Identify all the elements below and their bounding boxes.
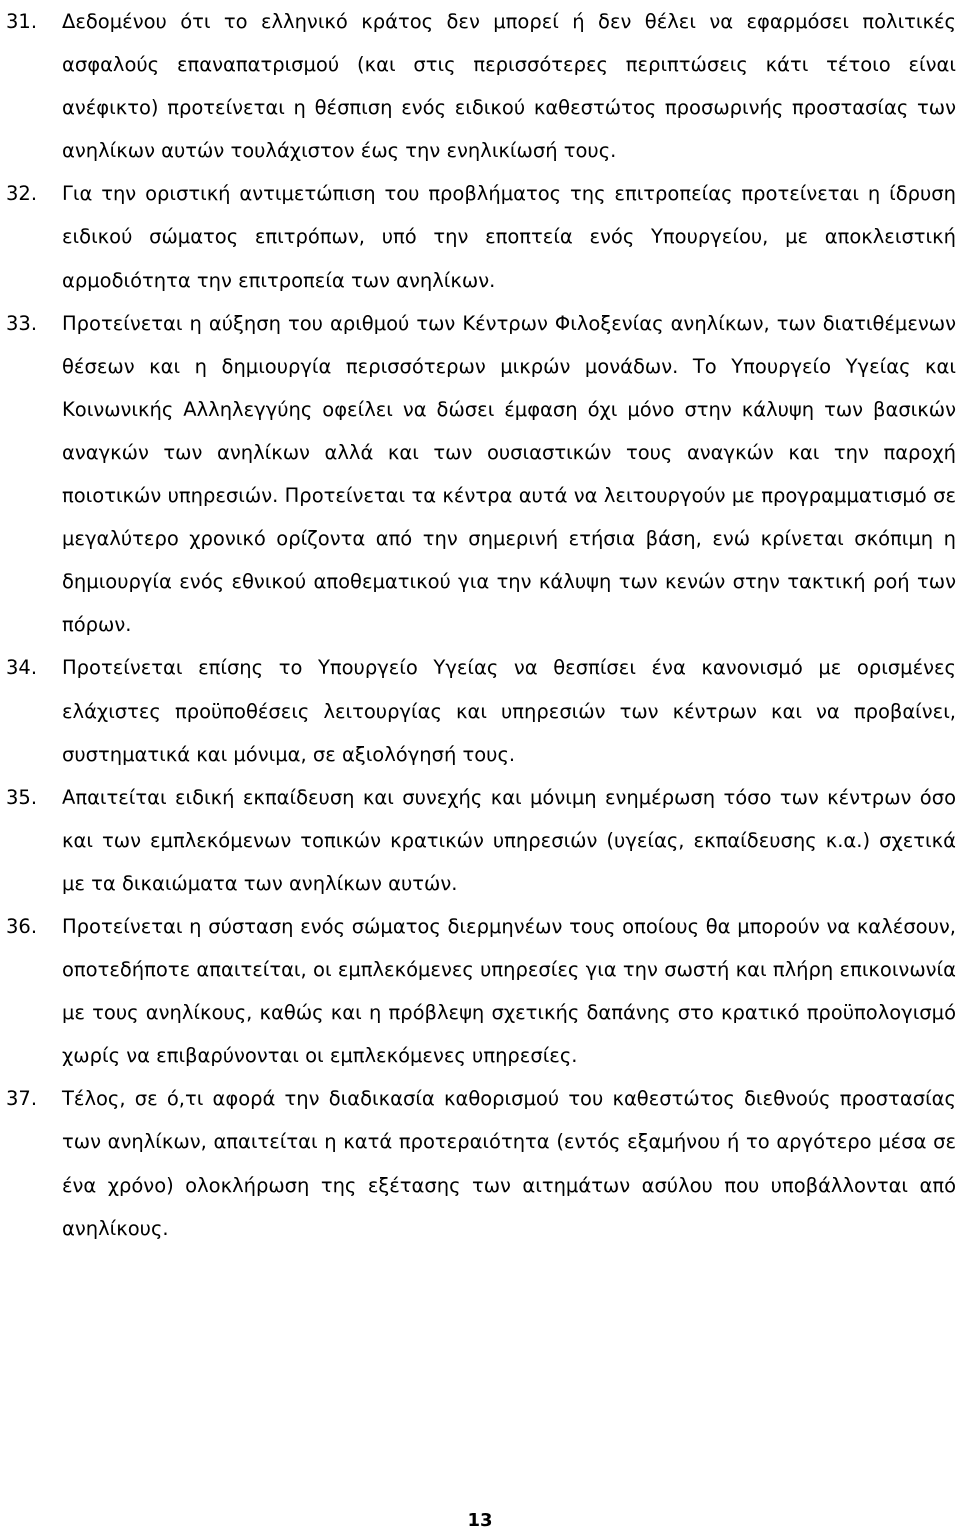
paragraph-number: 32. [6, 182, 38, 206]
paragraph-33 [0, 302, 960, 647]
paragraph-number: 36. [6, 914, 38, 938]
paragraph-number: 33. [6, 311, 38, 335]
paragraph-text: Τέλος, σε ό,τι αφορά την διαδικασία καθορισμού του καθεστώτος διεθνούς προστασίας των ανηλίκων, απαιτείται η κατά προτεραιότητα (εντός εξαμήνου ή το αργότερο μέσα σε ένα χρόνο) ολοκλήρωση της εξέτασης των αιτημάτων ασύλου που υποβάλλονται από ανηλίκους. [62, 1087, 956, 1240]
paragraph-text: Προτείνεται επίσης το Υπουργείο Υγείας να θεσπίσει ένα κανονισμό με ορισμένες ελάχιστες προϋποθέσεις λειτουργίας και υπηρεσιών των κέντρων και να προβαίνει, συστηματικά και μόνιμα, σε αξιολόγησή τους. [62, 656, 956, 766]
paragraph-number: 31. [6, 10, 38, 33]
paragraph-36 [0, 905, 960, 1077]
paragraph-32 [0, 172, 960, 301]
paragraph-37 [0, 1077, 960, 1249]
paragraph-34 [0, 646, 960, 775]
paragraph-text: Δεδομένου ότι το ελληνικό κράτος δεν μπορεί ή δεν θέλει να εφαρμόσει πολιτικές ασφαλούς επαναπατρισμού (και στις περισσότερες περιπτώσεις κάτι τέτοιο είναι ανέφικτο) προτείνεται η θέσπιση ενός ειδικού καθεστώτος προσωρινής προστασίας των ανηλίκων αυτών τουλάχιστον έως την ενηλικίωσή τους. [62, 10, 956, 163]
page-number: 13 [467, 1510, 493, 1531]
paragraph-31 [0, 0, 960, 172]
paragraph-text: Προτείνεται η σύσταση ενός σώματος διερμηνέων τους οποίους θα μπορούν να καλέσουν, οποτεδήποτε απαιτείται, οι εμπλεκόμενες υπηρεσίες για την σωστή και πλήρη επικοινωνία με τους ανηλίκους, καθώς και η πρόβλεψη σχετικής δαπάνης στο κρατικό προϋπολογισμό χωρίς να επιβαρύνονται οι εμπλεκόμενες υπηρεσίες. [62, 914, 956, 1068]
paragraph-text: Για την οριστική αντιμετώπιση του προβλήματος της επιτροπείας προτείνεται η ίδρυση ειδικού σώματος επιτρόπων, υπό την εποπτεία ενός Υπουργείου, με αποκλειστική αρμοδιότητα την επιτροπεία των ανηλίκων. [62, 182, 956, 292]
paragraph-number: 35. [6, 785, 38, 809]
paragraph-text: Προτείνεται η αύξηση του αριθμού των Κέντρων Φιλοξενίας ανηλίκων, των διατιθέμενων θέσεων και η δημιουργία περισσότερων μικρών μονάδων. Το Υπουργείο Υγείας και Κοινωνικής Αλληλεγγύης οφείλει να δώσει έμφαση όχι μόνο στην κάλυψη των βασικών αναγκών των ανηλίκων αλλά και των ουσιαστικών τους αναγκών και την παροχή ποιοτικών υπηρεσιών. Προτείνεται τα κέντρα αυτά να λειτουργούν με προγραμματισμό σε μεγαλύτερο χρονικό ορίζοντα από την σημερινή ετήσια βάση, ενώ κρίνεται σκόπιμη η δημιουργία ενός εθνικού αποθεματικού για την κάλυψη των κενών στην τακτική ροή των πόρων. [62, 311, 956, 637]
paragraph-number: 34. [6, 656, 38, 680]
paragraph-text: Απαιτείται ειδική εκπαίδευση και συνεχής και μόνιμη ενημέρωση τόσο των κέντρων όσο και των εμπλεκόμενων τοπικών κρατικών υπηρεσιών (υγείας, εκπαίδευσης κ.α.) σχετικά με τα δικαιώματα των ανηλίκων αυτών. [62, 785, 956, 895]
paragraph-number: 37. [6, 1087, 38, 1111]
paragraph-35 [0, 776, 960, 905]
